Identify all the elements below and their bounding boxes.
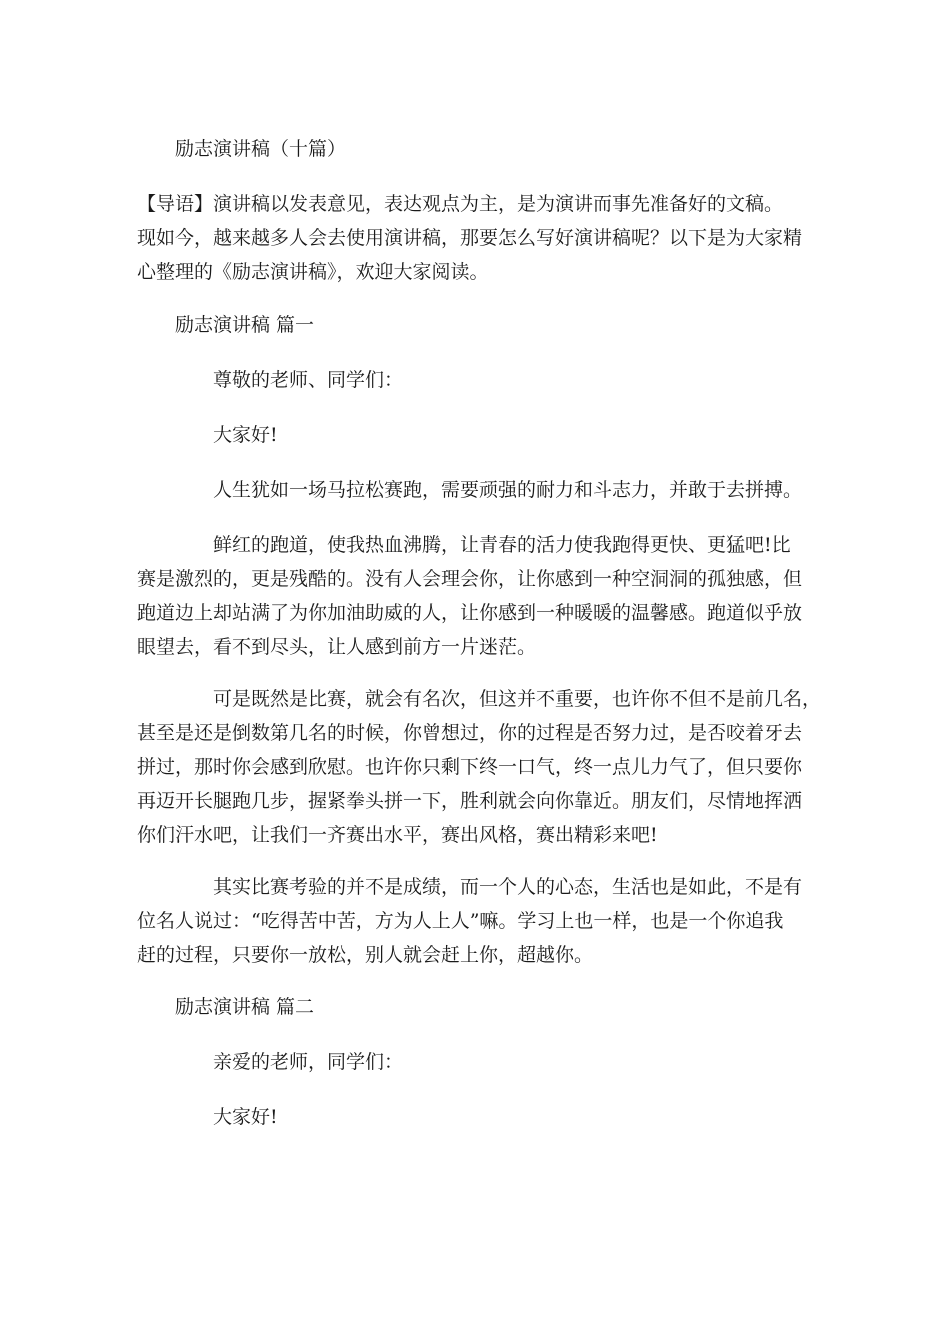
paragraph-line: 拼过，那时你会感到欣慰。也许你只剩下终一口气，终一点儿力气了，但只要你 (137, 756, 803, 778)
intro-line: 【导语】演讲稿以发表意见，表达观点为主，是为演讲而事先准备好的文稿。 (137, 193, 784, 215)
paragraph-line: 你们汗水吧，让我们一齐赛出水平，赛出风格，赛出精彩来吧! (137, 824, 658, 846)
paragraph-line: 眼望去，看不到尽头，让人感到前方一片迷茫。 (137, 636, 537, 658)
paragraph-line: 可是既然是比赛，就会有名次，但这并不重要，也许你不但不是前几名， (213, 688, 822, 710)
paragraph-line: 其实比赛考验的并不是成绩，而一个人的心态，生活也是如此，不是有 (213, 876, 803, 898)
intro-line: 心整理的《励志演讲稿》，欢迎大家阅读。 (137, 261, 489, 283)
section-heading-1: 励志演讲稿 篇一 (175, 314, 315, 336)
salutation: 尊敬的老师、同学们： (213, 369, 404, 391)
greeting: 大家好! (213, 424, 278, 446)
salutation: 亲爱的老师，同学们： (213, 1051, 404, 1073)
paragraph-line: 赶的过程，只要你一放松，别人就会赶上你，超越你。 (137, 944, 594, 966)
document-title: 励志演讲稿（十篇） (175, 138, 347, 160)
paragraph-line: 鲜红的跑道，使我热血沸腾，让青春的活力使我跑得更快、更猛吧!比 (213, 534, 791, 556)
paragraph-line: 位名人说过：“吃得苦中苦，方为人上人”嘛。学习上也一样，也是一个你追我 (137, 910, 784, 932)
section-heading-2: 励志演讲稿 篇二 (175, 996, 315, 1018)
paragraph-line: 跑道边上却站满了为你加油助威的人，让你感到一种暖暖的温馨感。跑道似乎放 (137, 602, 803, 624)
greeting: 大家好! (213, 1106, 278, 1128)
intro-line: 现如今，越来越多人会去使用演讲稿，那要怎么写好演讲稿呢？以下是为大家精 (137, 227, 803, 249)
paragraph-line: 再迈开长腿跑几步，握紧拳头拼一下，胜利就会向你靠近。朋友们，尽情地挥洒 (137, 790, 803, 812)
paragraph-line: 赛是激烈的，更是残酷的。没有人会理会你，让你感到一种空洞洞的孤独感，但 (137, 568, 803, 590)
paragraph-line: 人生犹如一场马拉松赛跑，需要顽强的耐力和斗志力，并敢于去拼搏。 (213, 479, 803, 501)
paragraph-line: 甚至是还是倒数第几名的时候，你曾想过，你的过程是否努力过，是否咬着牙去 (137, 722, 803, 744)
